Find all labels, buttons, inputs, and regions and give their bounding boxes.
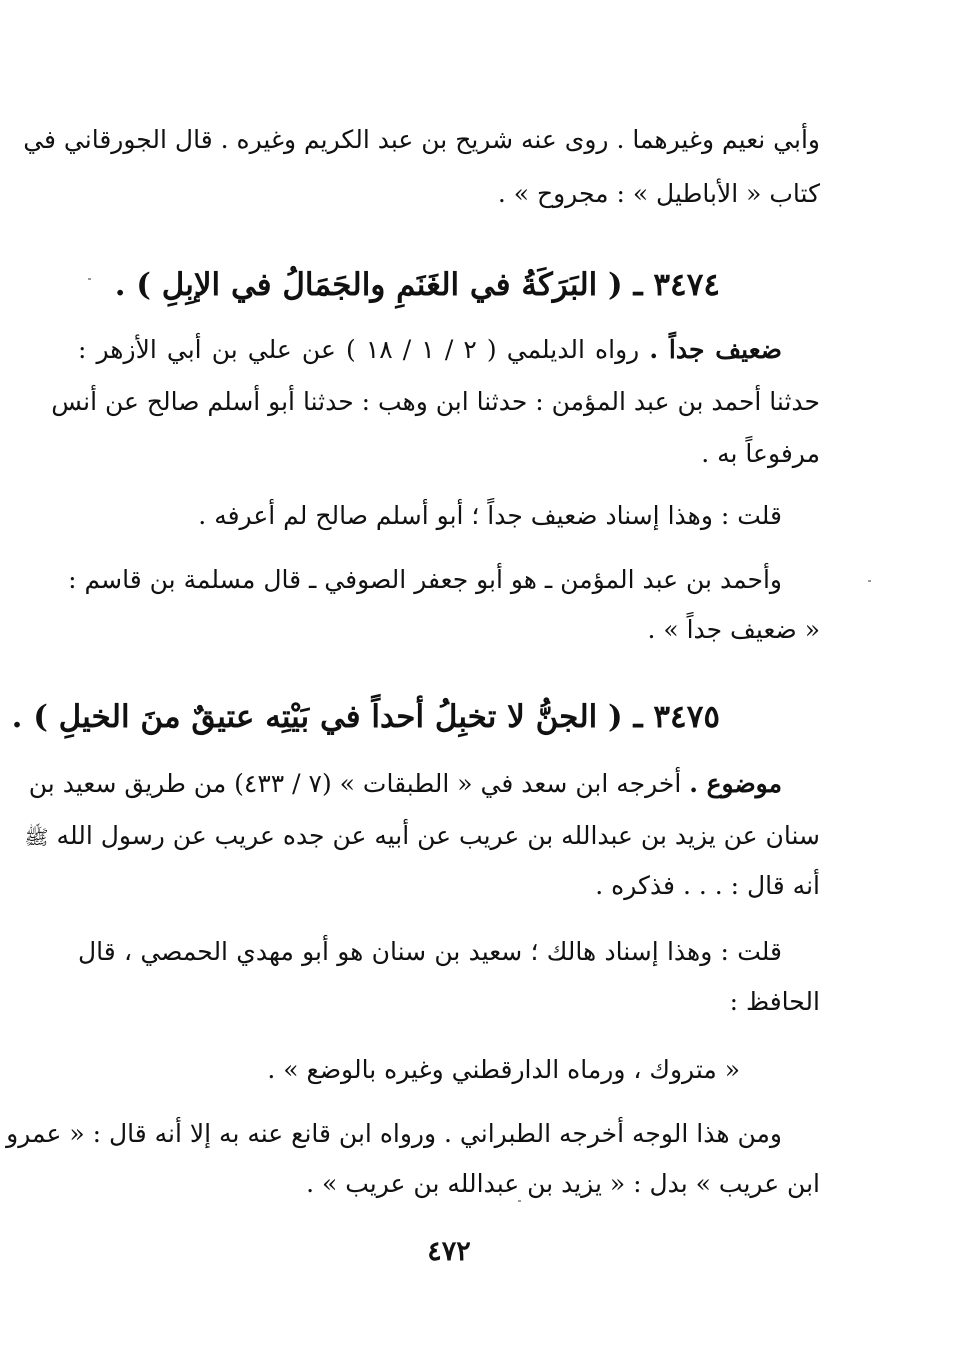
scan-speck	[868, 580, 871, 582]
hadith-3474-line-3: مرفوعاً به .	[701, 439, 820, 468]
hadith-3475-comment-1-line-2: الحافظ :	[729, 987, 820, 1016]
hadith-3474-comment-2-line-2: « ضعيف جداً » .	[647, 615, 820, 644]
hadith-3475-line-3: أنه قال : . . . فذكره .	[595, 871, 820, 900]
hadith-3475-grade: موضوع .	[689, 769, 782, 798]
salutation-seal-icon: ﷺ	[24, 825, 49, 849]
hadith-3475-source: أخرجه ابن سعد في « الطبقات » (٧ / ٤٣٣) من طريق سعيد بن	[28, 769, 682, 798]
hadith-3474-line-2: حدثنا أحمد بن عبد المؤمن : حدثنا ابن وهب : حدثنا أبو أسلم صالح عن أنس	[51, 387, 820, 416]
hadith-3475-line-2	[24, 816, 820, 856]
book-page	[6, 0, 820, 1366]
hadith-3474-grade: ضعيف جداً .	[649, 335, 783, 364]
hadith-3474-comment-2-line-1: وأحمد بن عبد المؤمن ـ هو أبو جعفر الصوفي ـ قال مسلمة بن قاسم :	[68, 565, 782, 594]
hadith-3474-source: رواه الديلمي ( ٢ / ١ / ١٨ ) عن علي بن أبي الأزهر :	[78, 335, 640, 364]
scan-speck	[518, 1200, 521, 1202]
hadith-3475-comment-1-line-1: قلت : وهذا إسناد هالك ؛ سعيد بن سنان هو أبو مهدي الحمصي ، قال	[78, 937, 782, 966]
hadith-3474-comment-1: قلت : وهذا إسناد ضعيف جداً ؛ أبو أسلم صالح لم أعرفه .	[198, 501, 782, 530]
intro-line-1: وأبي نعيم وغيرهما . روى عنه شريح بن عبد الكريم وغيره . قال الجورقاني في	[23, 125, 820, 154]
hadith-3475-quote: « متروك ، ورماه الدارقطني وغيره بالوضع » .	[267, 1055, 740, 1084]
hadith-3475-line-1	[28, 764, 820, 804]
intro-line-2: كتاب « الأباطيل » : مجروح » .	[497, 179, 820, 208]
hadith-3474-line-1	[78, 330, 820, 370]
page-number: ٤٧٢	[427, 1236, 471, 1267]
hadith-3475-comment-2-line-2: ابن عريب » بدل : « يزيد بن عبدالله بن عريب » .	[306, 1169, 820, 1198]
hadith-3475-chain: سنان عن يزيد بن عبدالله بن عريب عن أبيه عن جده عريب عن رسول الله	[56, 821, 820, 850]
scan-speck	[88, 278, 91, 280]
hadith-3474-title: ٣٤٧٤ ـ ( البَرَكَةُ في الغَنَمِ والجَمَالُ في الإبِلِ ) .	[114, 267, 720, 303]
hadith-3475-title: ٣٤٧٥ ـ ( الجنُّ لا تخبِلُ أحداً في بَيْتِه عتيقٌ منَ الخيلِ ) .	[11, 699, 720, 735]
hadith-3475-comment-2-line-1: ومن هذا الوجه أخرجه الطبراني . ورواه ابن قانع عنه به إلا أنه قال : « عمرو	[6, 1119, 782, 1148]
